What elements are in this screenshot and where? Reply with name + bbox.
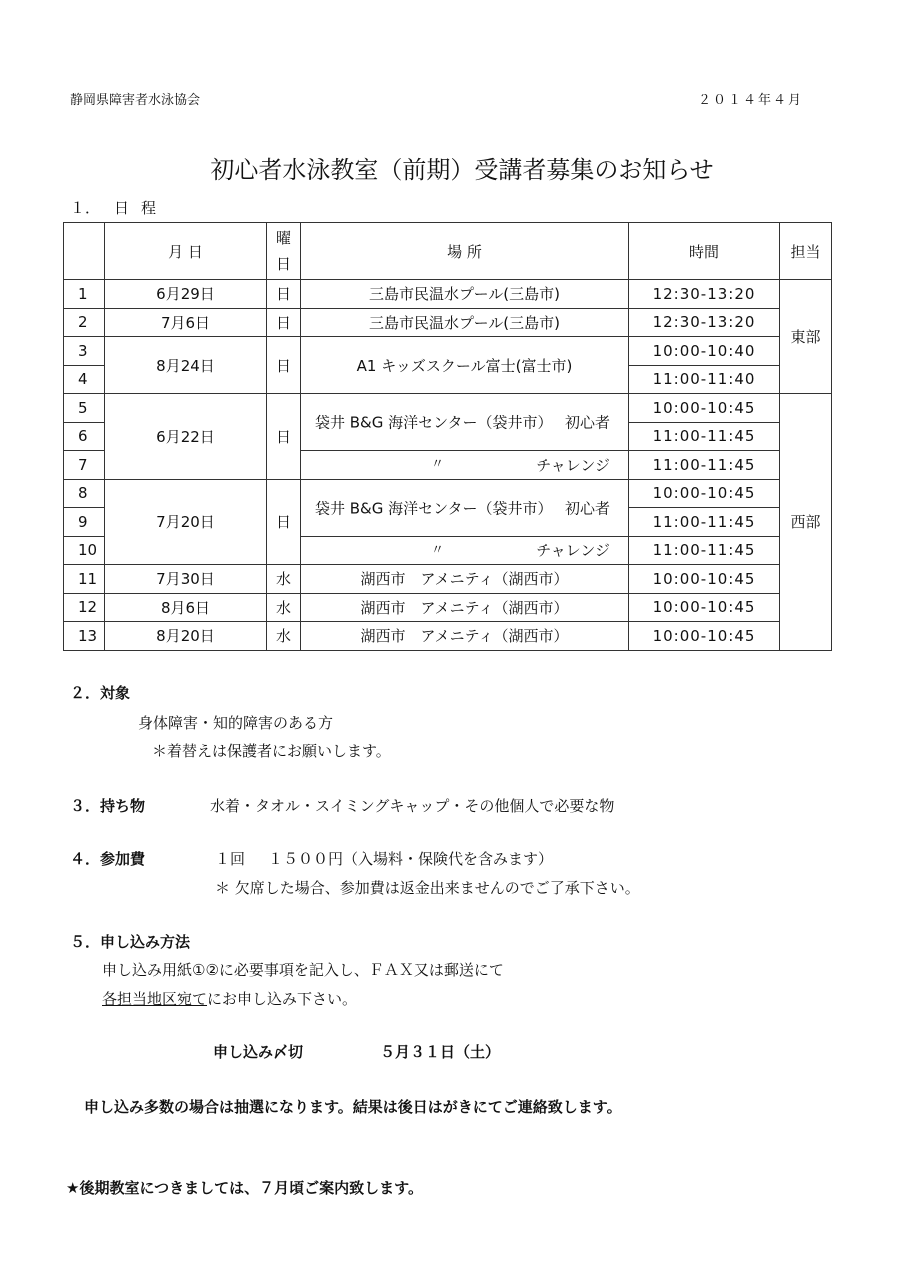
place-course: チャレンジ [536, 541, 610, 560]
row-number: 10 [64, 536, 105, 565]
row-weekday: 水 [267, 622, 301, 651]
table-row [64, 565, 832, 594]
row-date: 6月22日 [105, 394, 267, 480]
ditto-mark: 〃 [431, 542, 445, 558]
application-instructions: 申し込み用紙①②に必要事項を記入し、ＦＡＸ又は郵送にて [102, 961, 504, 979]
row-number: 7 [64, 451, 105, 480]
row-date: 7月30日 [105, 565, 267, 594]
row-date: 8月20日 [105, 622, 267, 651]
row-time: 10:00-10:40 [629, 337, 780, 366]
table-row [64, 479, 832, 508]
target-description: 身体障害・知的障害のある方 [138, 714, 334, 732]
row-weekday: 日 [267, 337, 301, 394]
section-1-heading [70, 197, 168, 218]
destination-rest: にお申し込み下さい。 [207, 990, 358, 1008]
table-row [64, 337, 832, 366]
section-2-number: ２． [70, 684, 101, 702]
table-row [64, 280, 832, 309]
row-number: 2 [64, 308, 105, 337]
table-row [64, 394, 832, 423]
row-place: A1 キッズスクール富士(富士市) [301, 337, 629, 394]
fee-count: １回 [215, 850, 246, 868]
row-number: 5 [64, 394, 105, 423]
row-place: 湖西市 アメニティ（湖西市） [301, 565, 629, 594]
row-weekday: 日 [267, 479, 301, 565]
staff-east: 東部 [780, 280, 832, 394]
section-2-title: 対象 [100, 684, 131, 702]
row-weekday: 日 [267, 308, 301, 337]
row-number: 13 [64, 622, 105, 651]
row-weekday: 水 [267, 565, 301, 594]
row-place: 三島市民温水プール(三島市) [301, 308, 629, 337]
section-5-heading [70, 931, 190, 952]
table-row [64, 622, 832, 651]
row-place [301, 451, 629, 480]
header-date: 月 日 [105, 223, 267, 280]
row-date: 8月6日 [105, 593, 267, 622]
row-time: 11:00-11:45 [629, 508, 780, 537]
changing-note: ＊着替えは保護者にお願いします。 [152, 742, 391, 760]
application-destination [102, 988, 357, 1009]
row-number: 8 [64, 479, 105, 508]
row-date: 7月6日 [105, 308, 267, 337]
row-place [301, 479, 629, 536]
section-3-title: 持ち物 [100, 797, 146, 815]
row-number: 12 [64, 593, 105, 622]
table-row [64, 308, 832, 337]
row-place: 湖西市 アメニティ（湖西市） [301, 593, 629, 622]
row-place: 湖西市 アメニティ（湖西市） [301, 622, 629, 651]
section-1-number: １． [70, 199, 101, 217]
header-index [64, 223, 105, 280]
place-course: 初心者 [564, 499, 610, 517]
deadline-date: ５月３１日（土） [380, 1043, 501, 1061]
belongings-list: 水着・タオル・スイミングキャップ・その他個人で必要な物 [210, 797, 615, 815]
row-number: 3 [64, 337, 105, 366]
row-time: 10:00-10:45 [629, 593, 780, 622]
table-header-row [64, 223, 832, 280]
section-3-number: ３． [70, 797, 101, 815]
row-weekday: 日 [267, 280, 301, 309]
row-number: 1 [64, 280, 105, 309]
document-date: ２０１４年４月 [698, 93, 804, 108]
row-number: 9 [64, 508, 105, 537]
row-time: 12:30-13:20 [629, 308, 780, 337]
destination-underlined: 各担当地区宛て [102, 990, 208, 1008]
row-time: 10:00-10:45 [629, 622, 780, 651]
fee-refund-note: ＊ 欠席した場合、参加費は返金出来ませんのでご了承下さい。 [215, 879, 640, 897]
place-course: 初心者 [564, 413, 610, 432]
row-date: 8月24日 [105, 337, 267, 394]
place-course: チャレンジ [536, 456, 610, 475]
header-time: 時間 [629, 223, 780, 280]
table-row [64, 593, 832, 622]
row-time: 11:00-11:40 [629, 365, 780, 394]
row-time: 12:30-13:20 [629, 280, 780, 309]
section-4-title: 参加費 [100, 850, 146, 868]
staff-west: 西部 [780, 394, 832, 651]
row-number: 4 [64, 365, 105, 394]
header-staff: 担当 [780, 223, 832, 280]
schedule-table [63, 222, 832, 651]
lottery-note: 申し込み多数の場合は抽選になります。結果は後日はがきにてご連絡致します。 [84, 1098, 622, 1116]
header-weekday: 曜 日 [267, 223, 301, 280]
section-2-heading [70, 682, 130, 703]
section-4-heading [70, 848, 145, 869]
row-time: 11:00-11:45 [629, 451, 780, 480]
row-time: 10:00-10:45 [629, 565, 780, 594]
row-place [301, 536, 629, 565]
section-1-title: 日程 [114, 199, 169, 217]
row-place: 三島市民温水プール(三島市) [301, 280, 629, 309]
section-5-title: 申し込み方法 [100, 933, 191, 951]
row-place [301, 394, 629, 451]
row-number: 6 [64, 422, 105, 451]
row-date: 6月29日 [105, 280, 267, 309]
fee-amount: １５００円（入場料・保険代を含みます） [268, 850, 554, 868]
place-name: 袋井 B&G 海洋センター（袋井市） [315, 499, 553, 517]
row-time: 10:00-10:45 [629, 394, 780, 423]
ditto-mark: 〃 [431, 457, 445, 472]
deadline-label: 申し込み〆切 [213, 1043, 304, 1061]
row-time: 10:00-10:45 [629, 479, 780, 508]
header-place: 場 所 [301, 223, 629, 280]
organization-name: 静岡県障害者水泳協会 [70, 93, 201, 108]
row-time: 11:00-11:45 [629, 422, 780, 451]
row-number: 11 [64, 565, 105, 594]
row-date: 7月20日 [105, 479, 267, 565]
row-weekday: 日 [267, 394, 301, 480]
section-5-number: ５． [70, 933, 101, 951]
row-time: 11:00-11:45 [629, 536, 780, 565]
section-4-number: ４． [70, 850, 101, 868]
row-weekday: 水 [267, 593, 301, 622]
later-session-note: ★後期教室につきましては、７月頃ご案内致します。 [66, 1179, 423, 1197]
place-name: 袋井 B&G 海洋センター（袋井市） [315, 413, 553, 432]
page-title: 初心者水泳教室（前期）受講者募集のお知らせ [210, 156, 714, 184]
section-3-heading [70, 795, 145, 816]
